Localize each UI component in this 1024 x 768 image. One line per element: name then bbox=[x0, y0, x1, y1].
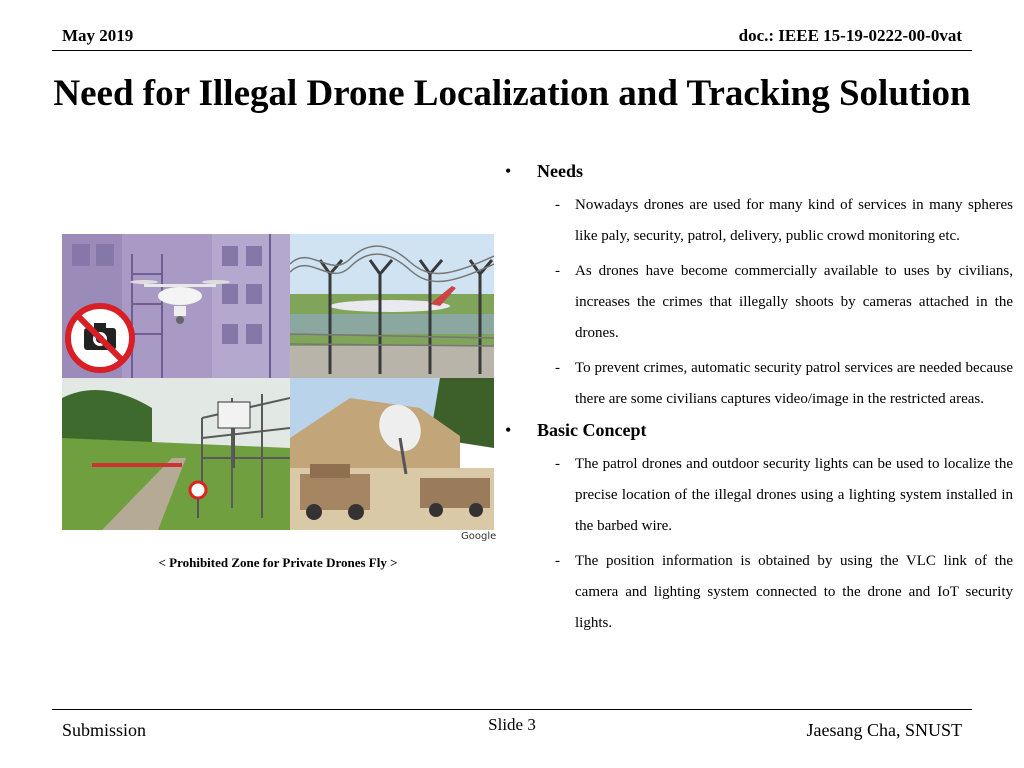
dash-icon: - bbox=[555, 197, 560, 213]
figure-caption: < Prohibited Zone for Private Drones Fly > bbox=[158, 555, 398, 570]
drone-no-camera-photo bbox=[62, 234, 290, 378]
sub-item-text: To prevent crimes, automatic security patrol services are needed because there are some civilians captures video/image in the restricted areas. bbox=[575, 360, 1013, 407]
prohibited-zone-photo-collage bbox=[62, 234, 494, 530]
sub-item-text: Nowadays drones are used for many kind of services in many spheres like paly, security, patrol, delivery, public crowd monitoring etc. bbox=[575, 197, 1013, 244]
dash-icon: - bbox=[555, 263, 560, 279]
airport-barbed-wire-photo bbox=[290, 234, 494, 378]
dash-icon: - bbox=[555, 360, 560, 376]
bullet-needs bbox=[505, 160, 1015, 182]
bullet-label: Needs bbox=[537, 161, 583, 181]
bullet-dot-icon: • bbox=[505, 420, 512, 440]
sub-item-text: The position information is obtained by using the VLC link of the camera and lighting system connected to the drone and IoT security lights. bbox=[575, 553, 1013, 631]
footer-rule bbox=[52, 709, 972, 710]
bullet-label: Basic Concept bbox=[537, 420, 647, 440]
header-date: May 2019 bbox=[62, 26, 134, 45]
sub-item bbox=[555, 353, 1015, 415]
slide-body bbox=[505, 160, 1015, 643]
dash-icon: - bbox=[555, 456, 560, 472]
slide-title: Need for Illegal Drone Localization and Tracking Solution bbox=[53, 73, 971, 114]
sub-item bbox=[555, 449, 1015, 542]
footer-submission: Submission bbox=[62, 720, 147, 740]
sub-item bbox=[555, 190, 1015, 252]
sub-item-text: As drones have become commercially available to uses by civilians, increases the crimes that illegally shoots by cameras attached in the drones. bbox=[575, 263, 1013, 341]
military-camp-photo bbox=[290, 378, 494, 530]
header-rule bbox=[52, 50, 972, 51]
sub-item bbox=[555, 546, 1015, 639]
bullet-dot-icon: • bbox=[505, 161, 512, 181]
sub-item bbox=[555, 256, 1015, 349]
image-source-watermark: Google bbox=[461, 531, 497, 542]
no-camera-sign-icon bbox=[68, 306, 132, 370]
fenced-path-photo bbox=[62, 378, 290, 530]
slide-number: Slide 3 bbox=[488, 715, 536, 734]
footer-author: Jaesang Cha, SNUST bbox=[806, 720, 962, 740]
sub-item-text: The patrol drones and outdoor security lights can be used to localize the precise location of the illegal drones using a lighting system installed in the barbed wire. bbox=[575, 456, 1013, 534]
header-doc-id: doc.: IEEE 15-19-0222-00-0vat bbox=[738, 26, 962, 45]
bullet-basic-concept bbox=[505, 419, 1015, 441]
dash-icon: - bbox=[555, 553, 560, 569]
